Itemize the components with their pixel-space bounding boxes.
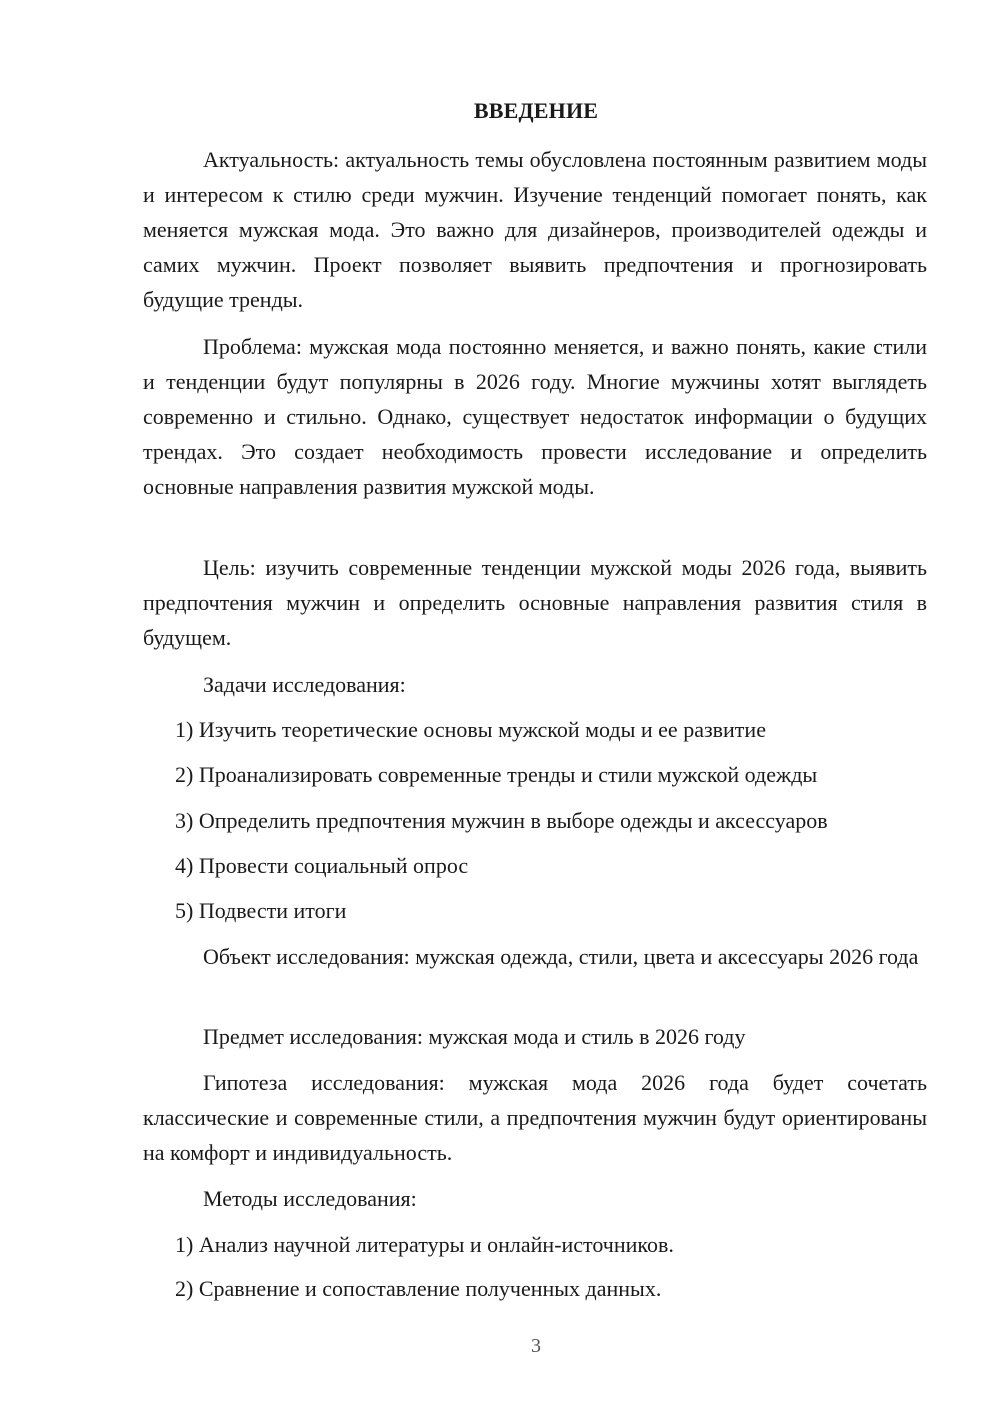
goal-paragraph: Цель: изучить современные тенденции мужской моды 2026 года, выявить предпочтения мужчин и определить основные направления развития стиля в будущем. <box>143 555 927 650</box>
subject-paragraph: Предмет исследования: мужская мода и стиль в 2026 году <box>203 1024 746 1049</box>
problem-paragraph: Проблема: мужская мода постоянно меняется, и важно понять, какие стили и тенденции будут популярны в 2026 году. Многие мужчины хотят выглядеть современно и стильно. Однако, существует недостаток информации о будущих трендах. Это создает необходимость провести исследование и определить основные направления развития мужской моды. <box>143 334 927 499</box>
method-item: 1) Анализ научной литературы и онлайн-источников. <box>175 1232 674 1257</box>
task-item: 5) Подвести итоги <box>175 898 347 923</box>
task-item: 2) Проанализировать современные тренды и стили мужской одежды <box>175 762 818 787</box>
page-number: 3 <box>531 1335 541 1357</box>
tasks-label: Задачи исследования: <box>203 672 406 697</box>
method-item: 2) Сравнение и сопоставление полученных данных. <box>175 1276 662 1301</box>
object-paragraph: Объект исследования: мужская одежда, стили, цвета и аксессуары 2026 года <box>203 944 919 969</box>
section-heading: ВВЕДЕНИЕ <box>473 98 599 123</box>
hypothesis-paragraph: Гипотеза исследования: мужская мода 2026 года будет сочетать классические и современные стили, а предпочтения мужчин будут ориентированы на комфорт и индивидуальность. <box>143 1070 927 1165</box>
methods-label: Методы исследования: <box>203 1186 417 1211</box>
task-item: 3) Определить предпочтения мужчин в выборе одежды и аксессуаров <box>175 808 828 833</box>
relevance-paragraph: Актуальность: актуальность темы обусловлена постоянным развитием моды и интересом к стилю среди мужчин. Изучение тенденций помогает понять, как меняется мужская мода. Это важно для дизайнеров, производителей одежды и самих мужчин. Проект позволяет выявить предпочтения и прогнозировать будущие тренды. <box>143 147 927 312</box>
task-item: 4) Провести социальный опрос <box>175 853 469 878</box>
task-item: 1) Изучить теоретические основы мужской моды и ее развитие <box>175 717 766 742</box>
